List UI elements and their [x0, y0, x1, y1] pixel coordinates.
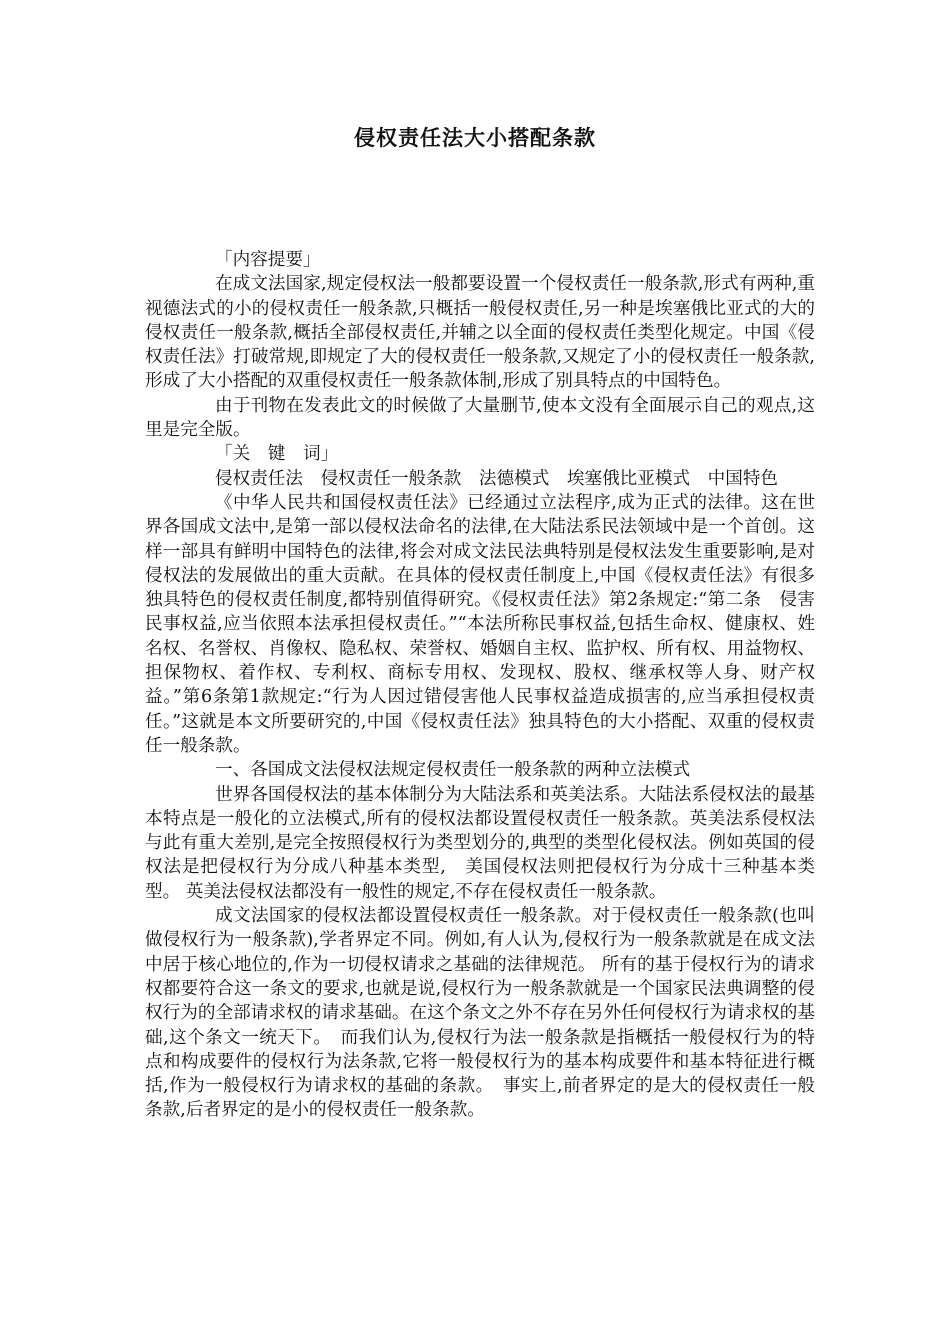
intro-paragraph: 《中华人民共和国侵权责任法》已经通过立法程序,成为正式的法律。这在世界各国成文法中,是第一部以侵权法命名的法律,在大陆法系民法领域中是一个首创。这样一部具有鲜明中国特色的法律,将会对成文法民法典特别是侵权法发生重要影响,是对侵权法的发展做出的重大贡献。在具体的侵权责任制度上,中国《侵权责任法》有很多独具特色的侵权责任制度,都特别值得研究。《侵权责任法》第2条规定:“第二条 侵害民事权益,应当依照本法承担侵权责任。”“本法所称民事权益,包括生命权、健康权、姓名权、名誉权、肖像权、隐私权、荣誉权、婚姻自主权、监护权、所有权、用益物权、担保物权、着作权、专利权、商标专用权、发现权、股权、继承权等人身、财产权益。”第6条第1款规定:“行为人因过错侵害他人民事权益造成损害的,应当承担侵权责任。”这就是本文所要研究的,中国《侵权责任法》独具特色的大小搭配、双重的侵权责任一般条款。	[145, 492, 815, 756]
section-paragraph-2: 成文法国家的侵权法都设置侵权责任一般条款。对于侵权责任一般条款(也叫做侵权行为一般条款),学者界定不同。例如,有人认为,侵权行为一般条款就是在成文法中居于核心地位的,作为一切侵权请求之基础的法律规范。 所有的基于侵权行为的请求权都要符合这一条文的要求,也就是说,侵权行为一般条款就是一个国家民法典调整的侵权行为的全部请求权的请求基础。在这个条文之外不存在另外任何侵权行为请求权的基础,这个条文一统天下。 而我们认为,侵权行为法一般条款是指概括一般侵权行为的特点和构成要件的侵权行为法条款,它将一般侵权行为的基本构成要件和基本特征进行概括,作为一般侵权行为请求权的基础的条款。 事实上,前者界定的是大的侵权责任一般条款,后者界定的是小的侵权责任一般条款。	[145, 906, 815, 1121]
section-heading: 一、各国成文法侵权法规定侵权责任一般条款的两种立法模式	[215, 760, 691, 781]
abstract-paragraph-1: 在成文法国家,规定侵权法一般都要设置一个侵权责任一般条款,形式有两种,重视德法式的小的侵权责任一般条款,只概括一般侵权责任,另一种是埃塞俄比亚式的大的侵权责任一般条款,概括全部侵权责任,并辅之以全面的侵权责任类型化规定。中国《侵权责任法》打破常规,即规定了大的侵权责任一般条款,又规定了小的侵权责任一般条款,形成了大小搭配的双重侵权责任一般条款体制,形成了别具特点的中国特色。	[145, 274, 815, 392]
abstract-paragraph-2: 由于刊物在发表此文的时候做了大量删节,使本文没有全面展示自己的观点,这里是完全版。	[145, 395, 815, 441]
section-paragraph-1: 世界各国侵权法的基本体制分为大陆法系和英美法系。大陆法系侵权法的最基本特点是一般化的立法模式,所有的侵权法都设置侵权责任一般条款。英美法系侵权法与此有重大差别,是完全按照侵权行为类型划分的,典型的类型化侵权法。例如英国的侵权法是把侵权行为分成八种基本类型, 美国侵权法则把侵权行为分成十三种基本类型。 英美法侵权法都没有一般性的规定,不存在侵权责任一般条款。	[145, 784, 815, 902]
document-title: 侵权责任法大小搭配条款	[354, 125, 596, 150]
document-body	[145, 248, 815, 1123]
abstract-label: 「内容提要」	[215, 250, 321, 270]
keywords-list: 侵权责任法 侵权责任一般条款 法德模式 埃塞俄比亚模式 中国特色	[215, 468, 779, 489]
keywords-label: 「关 键 词」	[215, 444, 339, 465]
